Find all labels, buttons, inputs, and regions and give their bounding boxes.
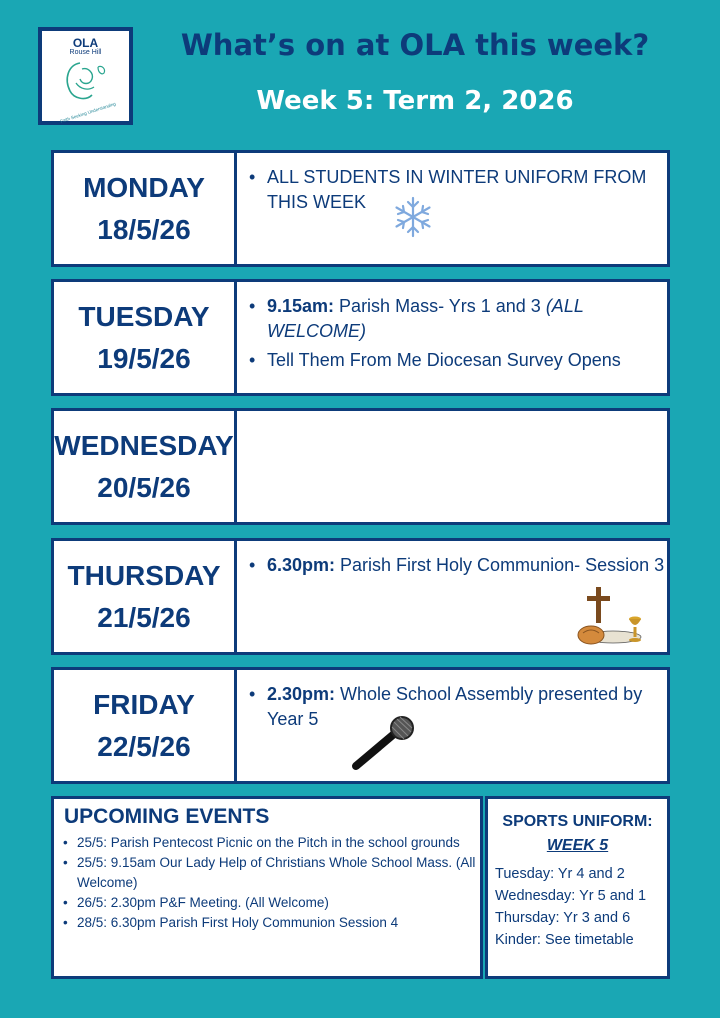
day-name: THURSDAY [67,559,221,591]
day-name: MONDAY [83,171,205,203]
event-text: Parish Mass- Yrs 1 and 3 [334,296,546,316]
day-name: WEDNESDAY [54,429,234,461]
day-label-cell [54,411,237,522]
day-row-tuesday [51,279,670,396]
microphone-icon [350,714,420,770]
event-item [246,553,670,578]
day-events [246,294,670,377]
day-row-wednesday [51,408,670,525]
communion-icon [577,583,649,649]
day-row-friday [51,667,670,784]
ola-logo [38,27,133,125]
event-text: Whole School Assembly presented by Year 5 [267,684,643,729]
day-label-cell [54,541,237,652]
list-item: Wednesday: Yr 5 and 1 [495,888,647,904]
sports-uniform-list [495,863,646,951]
upcoming-events-list [61,833,479,933]
event-item [246,682,670,732]
event-text: Tell Them From Me Diocesan Survey Opens [267,350,621,370]
sports-uniform-week: WEEK 5 [546,837,609,854]
day-row-thursday [51,538,670,655]
day-name: TUESDAY [78,300,210,332]
list-item: • 25/5: 9.15am Our Lady Help of Christians Whole School Mass. (All Welcome) [61,853,479,893]
day-name: FRIDAY [93,688,195,720]
event-time: 6.30pm: [267,555,336,575]
day-events [246,682,670,736]
list-item: • 25/5: Parish Pentecost Picnic on the Pitch in the school grounds [61,833,479,853]
day-date: 22/5/26 [97,730,191,762]
list-item: • 28/5: 6.30pm Parish First Holy Communion Session 4 [61,913,479,933]
snowflake-icon [391,195,435,239]
day-row-monday [51,150,670,267]
list-item: Thursday: Yr 3 and 6 [495,910,631,926]
event-time: 2.30pm: [267,684,336,704]
day-label-cell [54,153,237,264]
logo-motto: Faith Seeking Understanding [59,101,117,124]
event-time: 9.15am: [267,296,335,316]
list-item: • 26/5: 2.30pm P&F Meeting. (All Welcome) [61,893,479,913]
list-item: Tuesday: Yr 4 and 2 [495,866,625,882]
upcoming-events-panel [51,796,483,979]
day-date: 20/5/26 [97,471,191,503]
sports-uniform-panel [485,796,670,979]
day-events [246,165,670,219]
day-label-cell [54,282,237,393]
page-title: What’s on at OLA this week? [180,28,650,62]
sports-uniform-title: SPORTS UNIFORM: [502,813,653,830]
list-item: Kinder: See timetable [495,932,634,948]
event-item [246,294,670,344]
day-events [246,553,670,582]
event-text: Parish First Holy Communion- Session 3 [335,555,665,575]
day-label-cell [54,670,237,781]
upcoming-events-title: UPCOMING EVENTS [64,805,270,828]
day-date: 18/5/26 [97,213,191,245]
event-note: (ALL WELCOME) [267,296,584,341]
page-subtitle: Week 5: Term 2, 2026 [256,86,574,116]
mother-child-icon [58,59,114,105]
event-item [246,348,670,373]
logo-name: OLA [72,36,99,50]
event-item: • ALL STUDENTS IN WINTER UNIFORM FROM THIS WEEK [246,165,670,215]
day-date: 21/5/26 [97,601,191,633]
logo-location: Rouse Hill [69,49,102,56]
day-date: 19/5/26 [97,342,191,374]
